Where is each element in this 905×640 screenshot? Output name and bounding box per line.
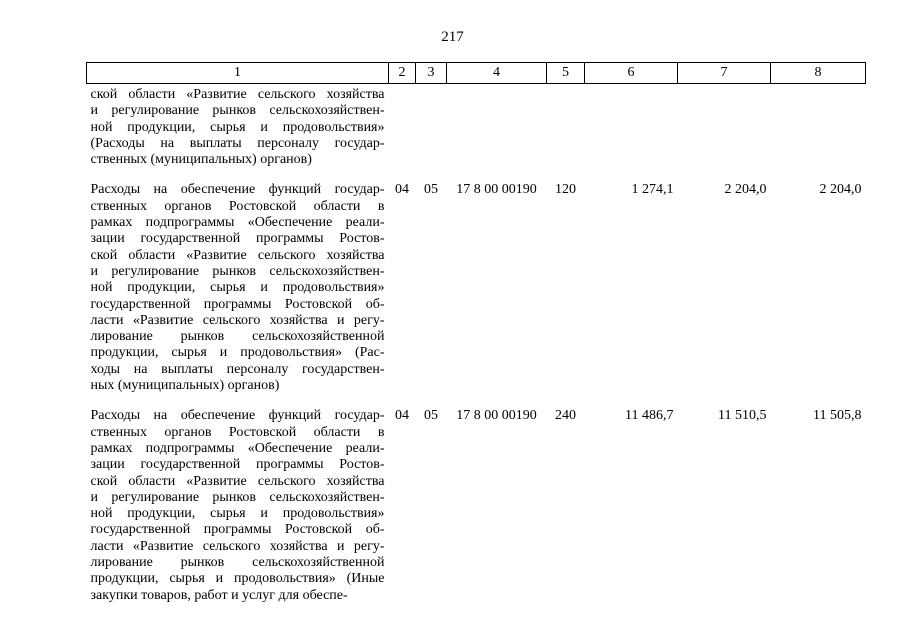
description-line: лирование рынков сельскохозяйственной xyxy=(90,329,385,345)
column-header: 1 xyxy=(87,63,389,84)
subsection-code: 05 xyxy=(424,408,438,424)
description-line: государственной программы Ростовской об- xyxy=(90,522,385,538)
budget-table xyxy=(86,62,866,604)
amount-year-3: 2 204,0 xyxy=(819,182,862,198)
amount-year-3 xyxy=(771,84,866,183)
column-header: 4 xyxy=(447,63,547,84)
column-header: 7 xyxy=(678,63,771,84)
table-row xyxy=(87,408,866,604)
expense-type-code xyxy=(547,84,585,183)
section-code xyxy=(389,84,416,183)
expense-type-code: 240 xyxy=(555,408,576,424)
description-line: ственных органов Ростовской области в xyxy=(90,424,385,440)
description-line: зации государственной программы Ростов- xyxy=(90,457,385,473)
description-line: ной продукции, сырья и продовольствия» xyxy=(90,119,385,135)
amount-year-1: 1 274,1 xyxy=(631,182,674,198)
subsection-code: 05 xyxy=(424,182,438,198)
row-description xyxy=(87,84,389,183)
target-article-code: 17 8 00 00190 xyxy=(456,182,537,198)
description-line: Расходы на обеспечение функций государ- xyxy=(90,182,385,198)
description-line: продукции, сырья и продовольствия» (Рас- xyxy=(90,345,385,361)
description-line: лирование рынков сельскохозяйственной xyxy=(90,555,385,571)
description-line: и регулирование рынков сельскохозяйствен- xyxy=(90,103,385,119)
description-line: ственных (муниципальных) органов) xyxy=(90,152,312,168)
page-number: 217 xyxy=(441,29,464,45)
description-line: продукции, сырья и продовольствия» (Иные xyxy=(90,571,385,587)
column-header: 8 xyxy=(771,63,866,84)
amount-year-2 xyxy=(678,84,771,183)
row-description xyxy=(87,182,389,408)
table-row xyxy=(87,84,866,183)
description-line: закупки товаров, работ и услуг для обеспе- xyxy=(90,587,348,603)
description-line: ласти «Развитие сельского хозяйства и регу- xyxy=(90,312,385,328)
description-line: ной продукции, сырья и продовольствия» xyxy=(90,280,385,296)
column-header: 6 xyxy=(585,63,678,84)
description-line: зации государственной программы Ростов- xyxy=(90,231,385,247)
column-header: 2 xyxy=(389,63,416,84)
description-line: рамках подпрограммы «Обеспечение реали- xyxy=(90,215,385,231)
amount-year-2: 2 204,0 xyxy=(724,182,767,198)
description-line: и регулирование рынков сельскохозяйствен- xyxy=(90,489,385,505)
description-line: ходы на выплаты персоналу государствен- xyxy=(90,361,385,377)
description-line: ных (муниципальных) органов) xyxy=(90,378,280,394)
description-line: ласти «Развитие сельского хозяйства и регу- xyxy=(90,538,385,554)
table-header-row xyxy=(87,63,866,84)
amount-year-1 xyxy=(585,84,678,183)
column-header: 5 xyxy=(547,63,585,84)
description-line: (Расходы на выплаты персоналу государ- xyxy=(90,135,385,151)
description-line: ской области «Развитие сельского хозяйства xyxy=(90,473,385,489)
description-line: ной продукции, сырья и продовольствия» xyxy=(90,506,385,522)
description-line: рамках подпрограммы «Обеспечение реали- xyxy=(90,440,385,456)
description-line: Расходы на обеспечение функций государ- xyxy=(90,408,385,424)
amount-year-3: 11 505,8 xyxy=(813,408,862,424)
section-code: 04 xyxy=(395,408,409,424)
target-article-code xyxy=(447,84,547,183)
amount-year-2: 11 510,5 xyxy=(718,408,767,424)
row-description xyxy=(87,408,389,604)
table-row xyxy=(87,182,866,408)
subsection-code xyxy=(416,84,447,183)
section-code: 04 xyxy=(395,182,409,198)
description-line: ственных органов Ростовской области в xyxy=(90,198,385,214)
description-line: и регулирование рынков сельскохозяйствен- xyxy=(90,263,385,279)
target-article-code: 17 8 00 00190 xyxy=(456,408,537,424)
expense-type-code: 120 xyxy=(555,182,576,198)
amount-year-1: 11 486,7 xyxy=(625,408,674,424)
description-line: государственной программы Ростовской об- xyxy=(90,296,385,312)
description-line: ской области «Развитие сельского хозяйства xyxy=(90,87,385,102)
column-header: 3 xyxy=(416,63,447,84)
description-line: ской области «Развитие сельского хозяйства xyxy=(90,247,385,263)
